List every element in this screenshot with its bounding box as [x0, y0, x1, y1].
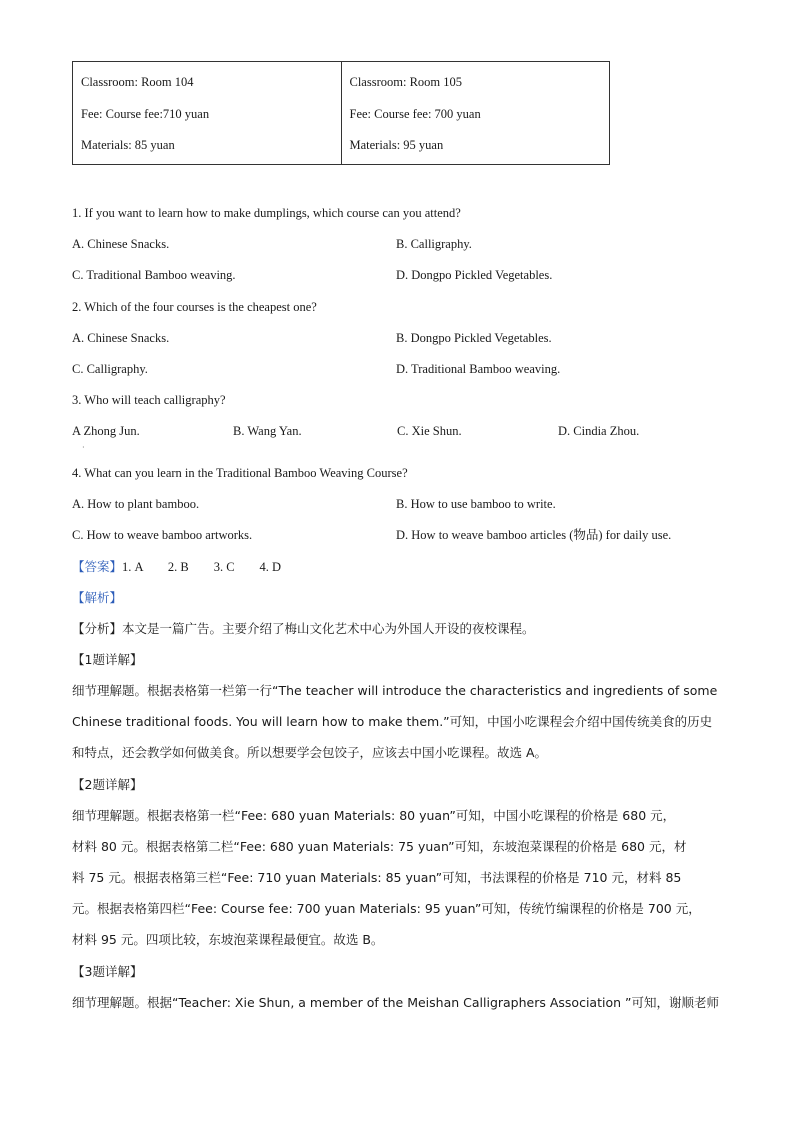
question-2-stem: 2. Which of the four courses is the cheapest one? — [72, 300, 317, 314]
stray-mark: · — [82, 443, 85, 452]
answer-line — [72, 557, 722, 577]
option-b: B. Dongpo Pickled Vegetables. — [396, 331, 552, 345]
classroom-text: Classroom: Room 105 — [349, 75, 463, 89]
option-b: B. Wang Yan. — [233, 424, 302, 438]
option-a: A. Chinese Snacks. — [72, 237, 170, 251]
question-4-stem: 4. What can you learn in the Traditional Bamboo Weaving Course? — [72, 466, 408, 480]
question-1-options-row-1 — [72, 234, 722, 254]
detail-2-line: 材料 80 元。根据表格第二栏“Fee: 680 yuan Materials: 75 yuan”可知，东坡泡菜课程的价格是 680 元，材 — [72, 839, 687, 854]
detail-2-line: 料 75 元。根据表格第三栏“Fee: 710 yuan Materials: 85 yuan”可知，书法课程的价格是 710 元，材料 85 — [72, 870, 682, 885]
question-3-options-row — [72, 421, 722, 441]
option-d: D. Dongpo Pickled Vegetables. — [396, 268, 553, 282]
detail-2-line: 细节理解题。根据表格第一栏“Fee: 680 yuan Materials: 80 yuan”可知，中国小吃课程的价格是 680 元， — [72, 808, 676, 823]
analysis-tag: 【解析】 — [72, 590, 123, 605]
option-c: C. Traditional Bamboo weaving. — [72, 268, 236, 282]
option-c: C. Xie Shun. — [397, 424, 462, 438]
detail-1-line: 和特点，还会教学如何做美食。所以想要学会包饺子，应该去中国小吃课程。故选 A。 — [72, 745, 548, 760]
question-3-stem: 3. Who will teach calligraphy? — [72, 393, 226, 407]
detail-3-line: 细节理解题。根据“Teacher: Xie Shun, a member of the Meishan Calligraphers Association ”可知，谢顺老师 — [72, 995, 719, 1010]
option-a: A. How to plant bamboo. — [72, 497, 200, 511]
option-d: D. Cindia Zhou. — [558, 424, 640, 438]
detail-1-line: Chinese traditional foods. You will learn how to make them.”可知，中国小吃课程会介绍中国传统美食的历史 — [72, 714, 713, 729]
materials-text: Materials: 85 yuan — [81, 138, 175, 152]
detail-1-line: 细节理解题。根据表格第一栏第一行“The teacher will introduce the characteristics and ingredients of some — [72, 683, 718, 698]
detail-3-heading: 【3题详解】 — [72, 964, 143, 979]
option-a: A. Chinese Snacks. — [72, 331, 170, 345]
option-d: D. Traditional Bamboo weaving. — [396, 362, 561, 376]
option-c: C. Calligraphy. — [72, 362, 148, 376]
question-1-options-row-2 — [72, 265, 722, 285]
course-info-table — [72, 61, 610, 165]
option-b: B. How to use bamboo to write. — [396, 497, 556, 511]
detail-1-heading: 【1题详解】 — [72, 652, 143, 667]
option-c: C. How to weave bamboo artworks. — [72, 528, 253, 542]
table-cell-room-105 — [341, 62, 610, 165]
summary-text: 【分析】本文是一篇广告。主要介绍了梅山文化艺术中心为外国人开设的夜校课程。 — [72, 621, 535, 636]
option-b: B. Calligraphy. — [396, 237, 472, 251]
fee-text: Fee: Course fee:710 yuan — [81, 106, 210, 121]
materials-text: Materials: 95 yuan — [349, 138, 444, 152]
classroom-text: Classroom: Room 104 — [81, 75, 194, 89]
question-4-options-row-1 — [72, 494, 722, 514]
detail-2-heading: 【2题详解】 — [72, 777, 143, 792]
answer-text: 1. A 2. B 3. C 4. D — [122, 560, 282, 574]
fee-text: Fee: Course fee: 700 yuan — [349, 106, 481, 121]
answer-tag: 【答案】 — [72, 559, 123, 574]
table-cell-room-104 — [73, 62, 342, 165]
detail-2-line: 元。根据表格第四栏“Fee: Course fee: 700 yuan Materials: 95 yuan”可知，传统竹编课程的价格是 700 元， — [72, 901, 701, 916]
detail-2-line: 材料 95 元。四项比较，东坡泡菜课程最便宜。故选 B。 — [72, 932, 384, 947]
question-2-options-row-1 — [72, 328, 722, 348]
option-a: A Zhong Jun. — [72, 424, 140, 438]
option-d: D. How to weave bamboo articles (物品) for daily use. — [396, 528, 672, 542]
question-1-stem: 1. If you want to learn how to make dumplings, which course can you attend? — [72, 206, 461, 220]
question-4-options-row-2 — [72, 525, 722, 545]
question-2-options-row-2 — [72, 359, 722, 379]
